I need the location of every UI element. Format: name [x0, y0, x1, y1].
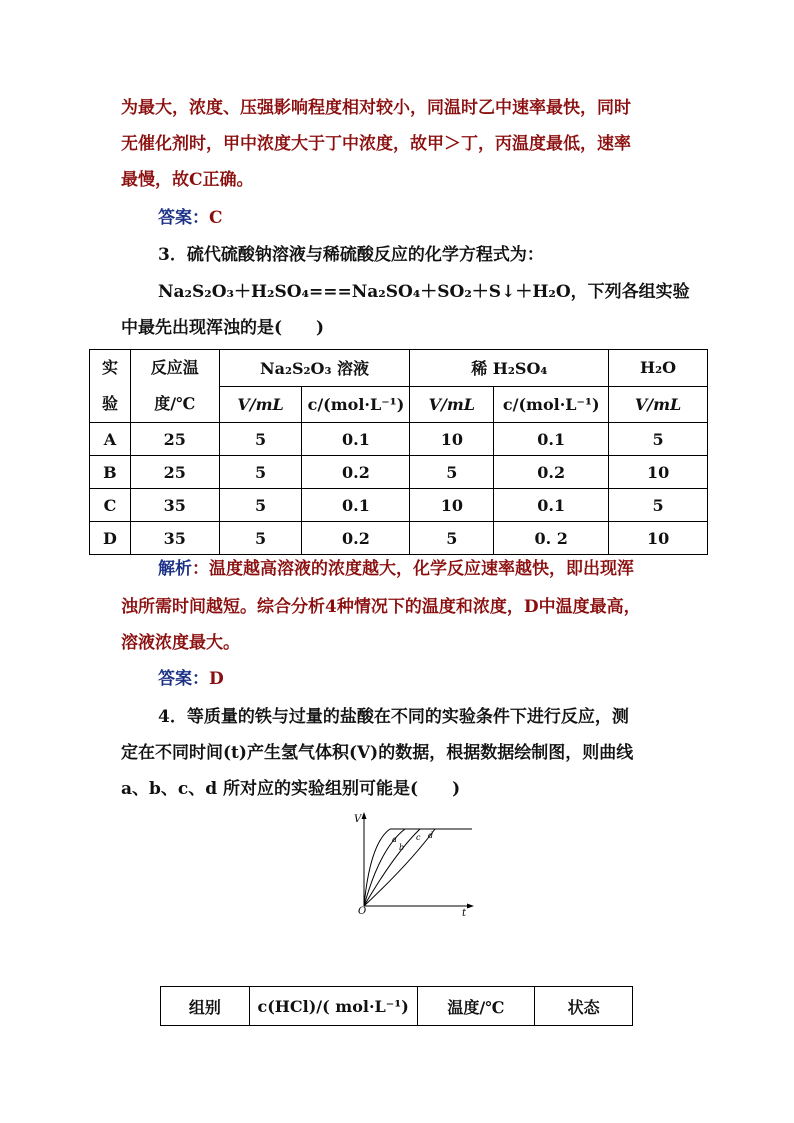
- answer-2: [158, 206, 223, 230]
- reaction-conditions-table: [160, 986, 633, 1026]
- header-v3: V/mL: [609, 386, 708, 423]
- answer-3: [158, 667, 224, 691]
- question-3-title: 3．硫代硫酸钠溶液与稀硫酸反应的化学方程式为：: [158, 245, 544, 265]
- header-v2: V/mL: [410, 386, 494, 423]
- experiment-table: [89, 349, 708, 555]
- y-axis-label: V: [354, 814, 362, 825]
- explanation-line: 解析：温度越高溶液的浓度越大，化学反应速率越快，即出现浑: [158, 559, 634, 579]
- curve-label-d: d: [428, 831, 434, 840]
- header-group: 组别: [161, 987, 250, 1026]
- question-4-line: a、b、c、d 所对应的实验组别可能是( ): [121, 779, 461, 799]
- answer-label: 答案：: [158, 208, 209, 228]
- table-row: B 25 5 0.2 5 0.2 10: [90, 456, 708, 489]
- header-h2so4: 稀 H₂SO₄: [410, 350, 609, 387]
- header-state: 状态: [535, 987, 633, 1026]
- x-axis-arrow: [467, 904, 474, 909]
- header-water: H₂O: [609, 350, 708, 387]
- curve-label-a: a: [392, 835, 397, 844]
- curve-d: [364, 829, 435, 906]
- question-4-line: 4．等质量的铁与过量的盐酸在不同的实验条件下进行反应，测: [158, 707, 629, 727]
- header-v1: V/mL: [219, 386, 302, 423]
- question-3-prompt: 中最先出现浑浊的是( ): [121, 318, 325, 338]
- header-experiment: 实 验: [90, 350, 131, 423]
- table-row: A 25 5 0.1 10 0.1 5: [90, 423, 708, 456]
- answer-value: D: [209, 669, 224, 689]
- origin-label: O: [358, 906, 367, 917]
- y-axis-arrow: [362, 812, 367, 819]
- header-na2s2o3: Na₂S₂O₃ 溶液: [219, 350, 410, 387]
- header-temperature: 反应温 度/℃: [130, 350, 219, 423]
- header-c2: c/(mol·L⁻¹): [494, 386, 609, 423]
- explanation-line: 浊所需时间越短。综合分析4种情况下的温度和浓度，D中温度最高，: [121, 597, 641, 617]
- question-4-line: 定在不同时间(t)产生氢气体积(V)的数据，根据数据绘制图，则曲线: [121, 743, 634, 763]
- answer-label: 答案：: [158, 669, 209, 689]
- header-hcl-concentration: c(HCl)/( mol·L⁻¹): [249, 987, 417, 1026]
- table-row: D 35 5 0.2 5 0. 2 10: [90, 522, 708, 555]
- x-axis-label: t: [462, 908, 467, 918]
- header-c1: c/(mol·L⁻¹): [302, 386, 410, 423]
- explanation-line: 无催化剂时，甲中浓度大于丁中浓度，故甲＞丁，丙温度最低，速率: [121, 134, 631, 154]
- curve-label-c: c: [416, 833, 421, 842]
- header-temperature: 温度/℃: [417, 987, 535, 1026]
- explanation-line: 溶液浓度最大。: [121, 633, 240, 653]
- explanation-line: 为最大，浓度、压强影响程度相对较小，同温时乙中速率最快，同时: [121, 98, 631, 118]
- question-3-equation: Na₂S₂O₃＋H₂SO₄===Na₂SO₄＋SO₂＋S↓＋H₂O，下列各组实验: [158, 282, 690, 302]
- volume-time-graph: [350, 808, 480, 918]
- table-row: C 35 5 0.1 10 0.1 5: [90, 489, 708, 522]
- explanation-line: 最慢，故C正确。: [121, 170, 254, 190]
- explanation-label: 解析: [158, 559, 192, 579]
- curve-label-b: b: [399, 843, 405, 852]
- answer-value: C: [209, 208, 223, 228]
